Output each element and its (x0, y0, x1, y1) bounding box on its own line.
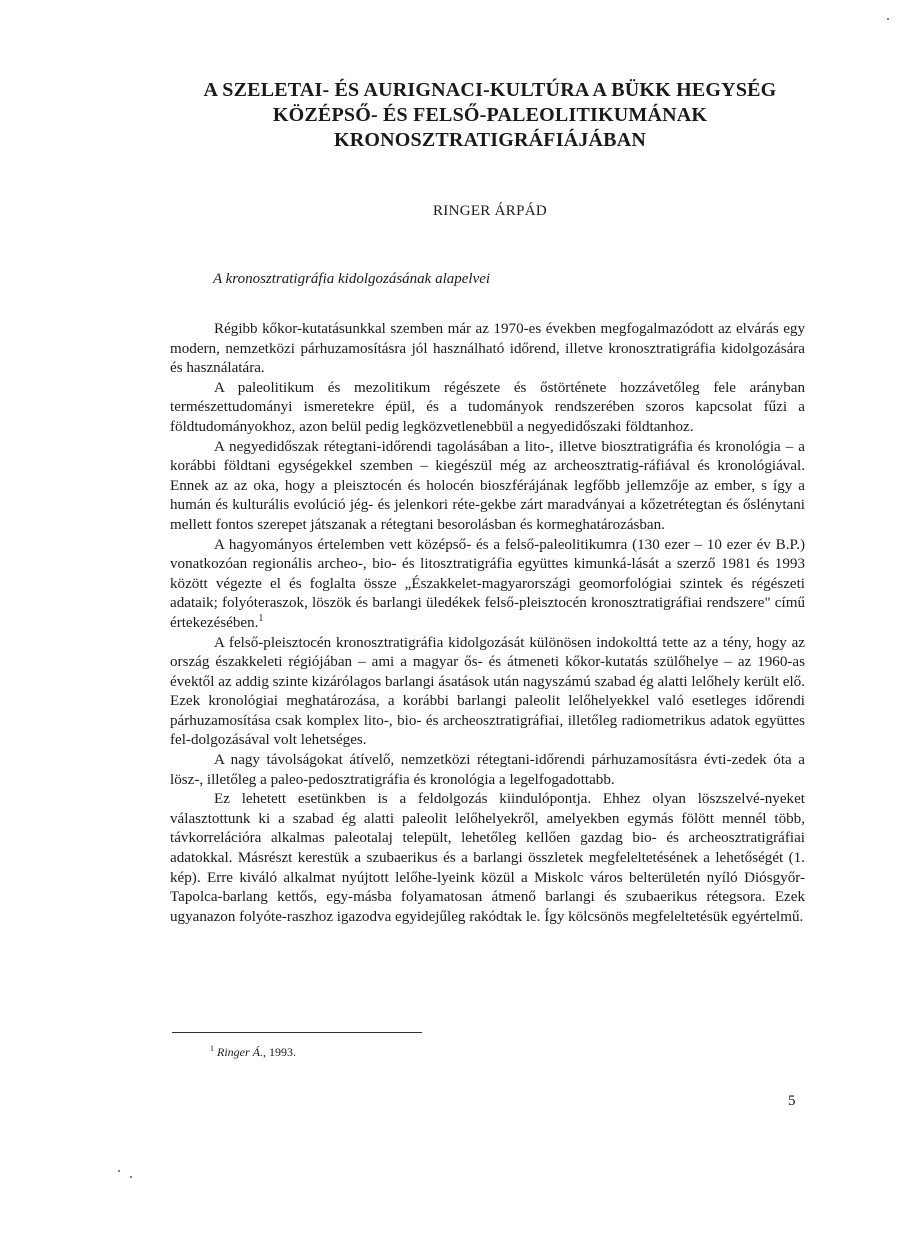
title-line-3: KRONOSZTRATIGRÁFIÁJÁBAN (333, 129, 647, 151)
footnote-reference[interactable]: 1 (258, 612, 264, 624)
title-line-2: KÖZÉPSŐ- ÉS FELSŐ-PALEOLITIKUMÁNAK (272, 104, 708, 126)
footnote (210, 1044, 296, 1060)
author-name: RINGER ÁRPÁD (432, 203, 548, 219)
paragraph: Ez lehetett esetünkben is a feldolgozás kiindulópontja. Ehhez olyan löszszelvé-nyeket választottunk ki a szabad ég alatti paleolit lelőhelyekről, amelyekben egymás fölött mennél több, távkorrelációra alkalmas paleotalaj települt, lehetőleg kellően gazdag bio- és archeosztratigráfiai adatokkal. Másrészt kerestük a szubaerikus és a barlangi összletek megfeleltetésének a lehetőségét (1. kép). Erre kiváló alkalmat nyújtott lelőhe-lyeink közül a Miskolc város belterületén nyíló Diósgyőr-Tapolca-barlang kettős, egy-másba folyamatosan átmenő barlangi és szubaerikus rétegsora. Ezek ugyanazon folyóte-raszhoz igazodva egyidejűleg rakódtak le. Így kölcsönös megfeleltetésük egyértelmű. (170, 791, 805, 925)
footnote-year: , 1993. (263, 1045, 296, 1059)
paragraph: A paleolitikum és mezolitikum régészete és őstörténete hozzávetőleg fele arányban természettudományi ismeretekre épül, és a tudományok rendszerében szoros kapcsolat fűzi a földtudományokhoz, azon belül pedig legközvetlenebbül a negyedidőszaki földtanhoz. (170, 379, 805, 435)
footnote-author: Ringer Á. (217, 1045, 263, 1059)
page-number: 5 (788, 1093, 796, 1109)
body-text (170, 320, 805, 927)
paragraph: A felső-pleisztocén kronosztratigráfia kidolgozását különösen indokolttá tette az a tény, hogy az ország északkeleti régiójában – ami a magyar ős- és átmeneti kőkor-kutatás szülőhelye – az 1960-as évektől az addig szinte kizárólagos barlangi ásatások után nagyszámú szabad ég alatti lelőhely került elő. Ezek kronológiai meghatározása, a korábbi barlangi paleolit lelőhelyekkel való esetleges időrendi párhuzamosítása csak komplex lito-, bio- és archeosztratigráfiai, illetőleg radiometrikus adatok együttes fel-dolgozásával volt lehetséges. (170, 634, 805, 749)
paragraph: Régibb kőkor-kutatásunkkal szemben már az 1970-es években megfogalmazódott az elvárás egy modern, nemzetközi párhuzamosításra jól használható időrend, illetve kronosztratigráfia kidolgozására és használatára. (170, 321, 805, 377)
title-line-1: A SZELETAI- ÉS AURIGNACI-KULTÚRA A BÜKK HEGYSÉG (203, 79, 777, 101)
scan-speck (118, 1170, 120, 1172)
paragraph: A nagy távolságokat átívelő, nemzetközi rétegtani-időrendi párhuzamosításra évti-zedek óta a lösz-, illetőleg a paleo-pedosztratigráfia és kronológia a legelfogadottabb. (170, 752, 805, 788)
scan-speck (887, 18, 889, 20)
section-heading: A kronosztratigráfia kidolgozásának alapelvei (213, 271, 491, 287)
paragraph-text: A hagyományos értelemben vett középső- és a felső-paleolitikumra (130 ezer – 10 ezer év B.P.) vonatkozóan regionális archeo-, bio- és litosztratigráfia együttes kimunká-lását a szerző 1981 és 1993 között végezte el és foglalta össze „Északkelet-magyarországi geomorfológiai szintek és régészeti adataik; folyóteraszok, löszök és barlangi üledékek felső-pleisztocén kronosztratigráfiai rendszere" című értekezésében. (170, 536, 805, 631)
footnote-divider (172, 1032, 422, 1033)
scan-speck (130, 1176, 132, 1178)
footnote-number: 1 (210, 1044, 214, 1053)
page-title (120, 78, 860, 153)
paragraph: A negyedidőszak rétegtani-időrendi tagolásában a lito-, illetve biosztratigráfia és kronológia – a korábbi földtani egységekkel szemben – kiegészül még az archeosztratig-ráfiával és kronológiával. Ennek az az oka, hogy a pleisztocén és holocén bioszférájának legfőbb jellemzője az ember, s így a humán és kulturális evolúció jég- és jelenkori réte-gekbe zárt maradványai a kőzetrétegtan és őslénytani mellett fontos szerepet játszanak a rétegtani besorolásban és kormeghatározásban. (170, 438, 805, 533)
paragraph-with-footnote (170, 536, 805, 634)
